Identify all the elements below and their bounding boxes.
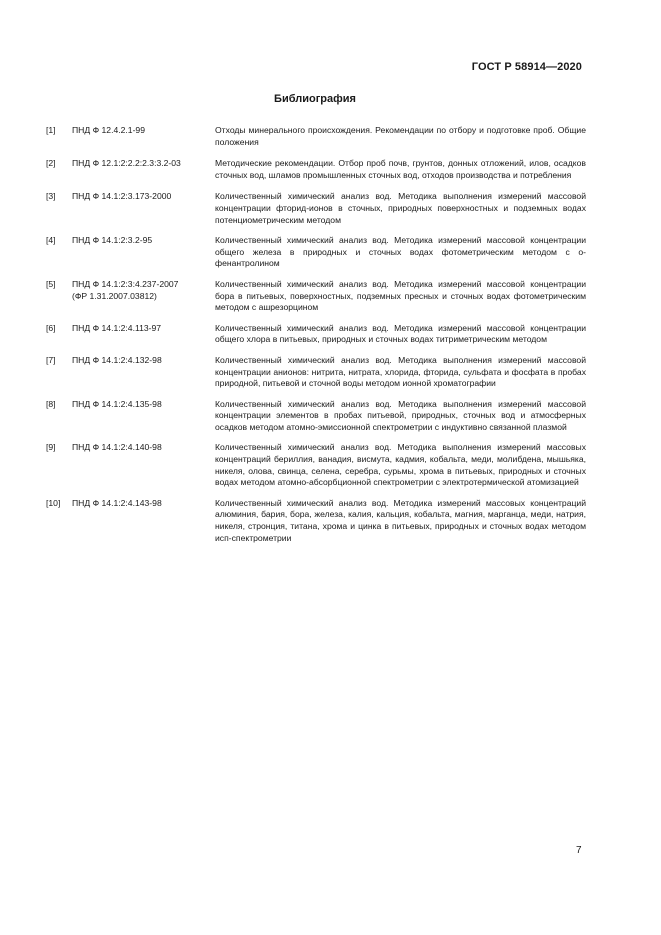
section-title: Библиография <box>274 93 356 105</box>
entry-number: [4] <box>46 235 56 246</box>
entry-code: ПНД Ф 14.1:2:4.132-98 <box>72 354 162 365</box>
entry-text: Количественный химический анализ вод. Методика измерений массовой концентрации общего хлора в питьевых, природных и сточных водах титриметрическим методом <box>215 322 586 345</box>
entry-code: ПНД Ф 14.1:2:4.113-97 <box>72 322 162 333</box>
entry-text: Количественный химический анализ вод. Методика выполнения измерений массовых концентраций бериллия, ванадия, висмута, кадмия, кобальта, меди, молибдена, мышьяка, никеля, олова, свинца, селена, серебра, сурьмы, хрома в питьевых, природных и сточных водах методом атомно-абсорбционной спектрометрии с электротермической атомизацией <box>215 442 586 488</box>
bibliography-entry <box>46 235 586 270</box>
entry-text: Количественный химический анализ вод. Методика измерений массовой концентрации общего железа в природных и сточных водах фотометрическим методом с о-фенантролином <box>215 235 586 269</box>
entry-number: [8] <box>46 398 56 409</box>
entry-text: Количественный химический анализ вод. Методика выполнения измерений массовой концентрации элементов в пробах питьевой, природных, сточных вод и атмосферных осадков методом атомно-эмиссионной спектрометрии с индуктивно связанной плазмой <box>215 398 586 432</box>
entry-code: ПНД Ф 14.1:2:3.173-2000 <box>72 191 172 202</box>
entry-text: Количественный химический анализ вод. Методика выполнения измерений массовой концентрации анионов: нитрита, нитрата, хлорида, фторида, сульфата и фосфата в пробах природной, питьевой и сточной воды методом ионной хроматографии <box>215 354 586 389</box>
entry-number: [7] <box>46 354 56 365</box>
entry-text: Количественный химический анализ вод. Методика измерений массовой концентрации бора в питьевых, поверхностных, подземных пресных и сточных водах фотометрическим методом с ашрезорцином <box>215 278 586 313</box>
entry-number: [1] <box>46 125 56 135</box>
page-number: 7 <box>576 845 582 856</box>
entry-code: ПНД Ф 14.1:2:4.143-98 <box>72 497 162 508</box>
entry-text: Отходы минерального происхождения. Рекомендации по отбору и подготовке проб. Общие положения <box>215 125 586 147</box>
bibliography-entry <box>46 355 586 390</box>
bibliography-entry <box>46 279 586 314</box>
entry-number: [9] <box>46 442 56 453</box>
entry-number: [10] <box>46 497 61 508</box>
entry-number: [3] <box>46 191 56 202</box>
entry-text: Методические рекомендации. Отбор проб почв, грунтов, донных отложений, илов, осадков сточных вод, шламов промышленных сточных вод, отходов производства и потребления <box>215 158 586 180</box>
entry-code <box>72 279 212 302</box>
entry-number: [6] <box>46 322 56 333</box>
bibliography-entry <box>46 158 586 181</box>
entry-code: ПНД Ф 12.1:2:2.2:2.3:3.2-03 <box>72 158 181 169</box>
entry-code: ПНД Ф 14.1:2:4.135-98 <box>72 398 162 409</box>
document-code: ГОСТ Р 58914—2020 <box>471 61 582 73</box>
entry-code-primary: ПНД Ф 14.1:2:3:4.237-2007 <box>72 278 179 289</box>
entry-number: [2] <box>46 158 56 169</box>
bibliography-entry <box>46 498 586 544</box>
entry-code-registration: (ФР 1.31.2007.03812) <box>72 290 157 301</box>
bibliography-entry <box>46 323 586 346</box>
bibliography-entry <box>46 399 586 434</box>
entry-code: ПНД Ф 14.1:2:3.2-95 <box>72 235 153 246</box>
bibliography-list <box>46 125 586 544</box>
entry-text: Количественный химический анализ вод. Методика измерений массовых концентраций алюминия, бария, бора, железа, калия, кальция, кобальта, магния, марганца, меди, натрия, никеля, стронция, титана, хрома и цинка в питьевых, природных и сточных водах методом исп-спектрометрии <box>215 497 586 543</box>
bibliography-entry <box>46 191 586 226</box>
entry-number: [5] <box>46 278 56 289</box>
entry-text: Количественный химический анализ вод. Методика выполнения измерений массовой концентрации фторид-ионов в сточных, природных поверхностных и подземных водах потенциометрическим методом <box>215 191 586 225</box>
entry-code: ПНД Ф 12.4.2.1-99 <box>72 125 145 135</box>
bibliography-entry <box>46 125 586 148</box>
entry-code: ПНД Ф 14.1:2:4.140-98 <box>72 442 162 453</box>
bibliography-entry <box>46 442 586 488</box>
